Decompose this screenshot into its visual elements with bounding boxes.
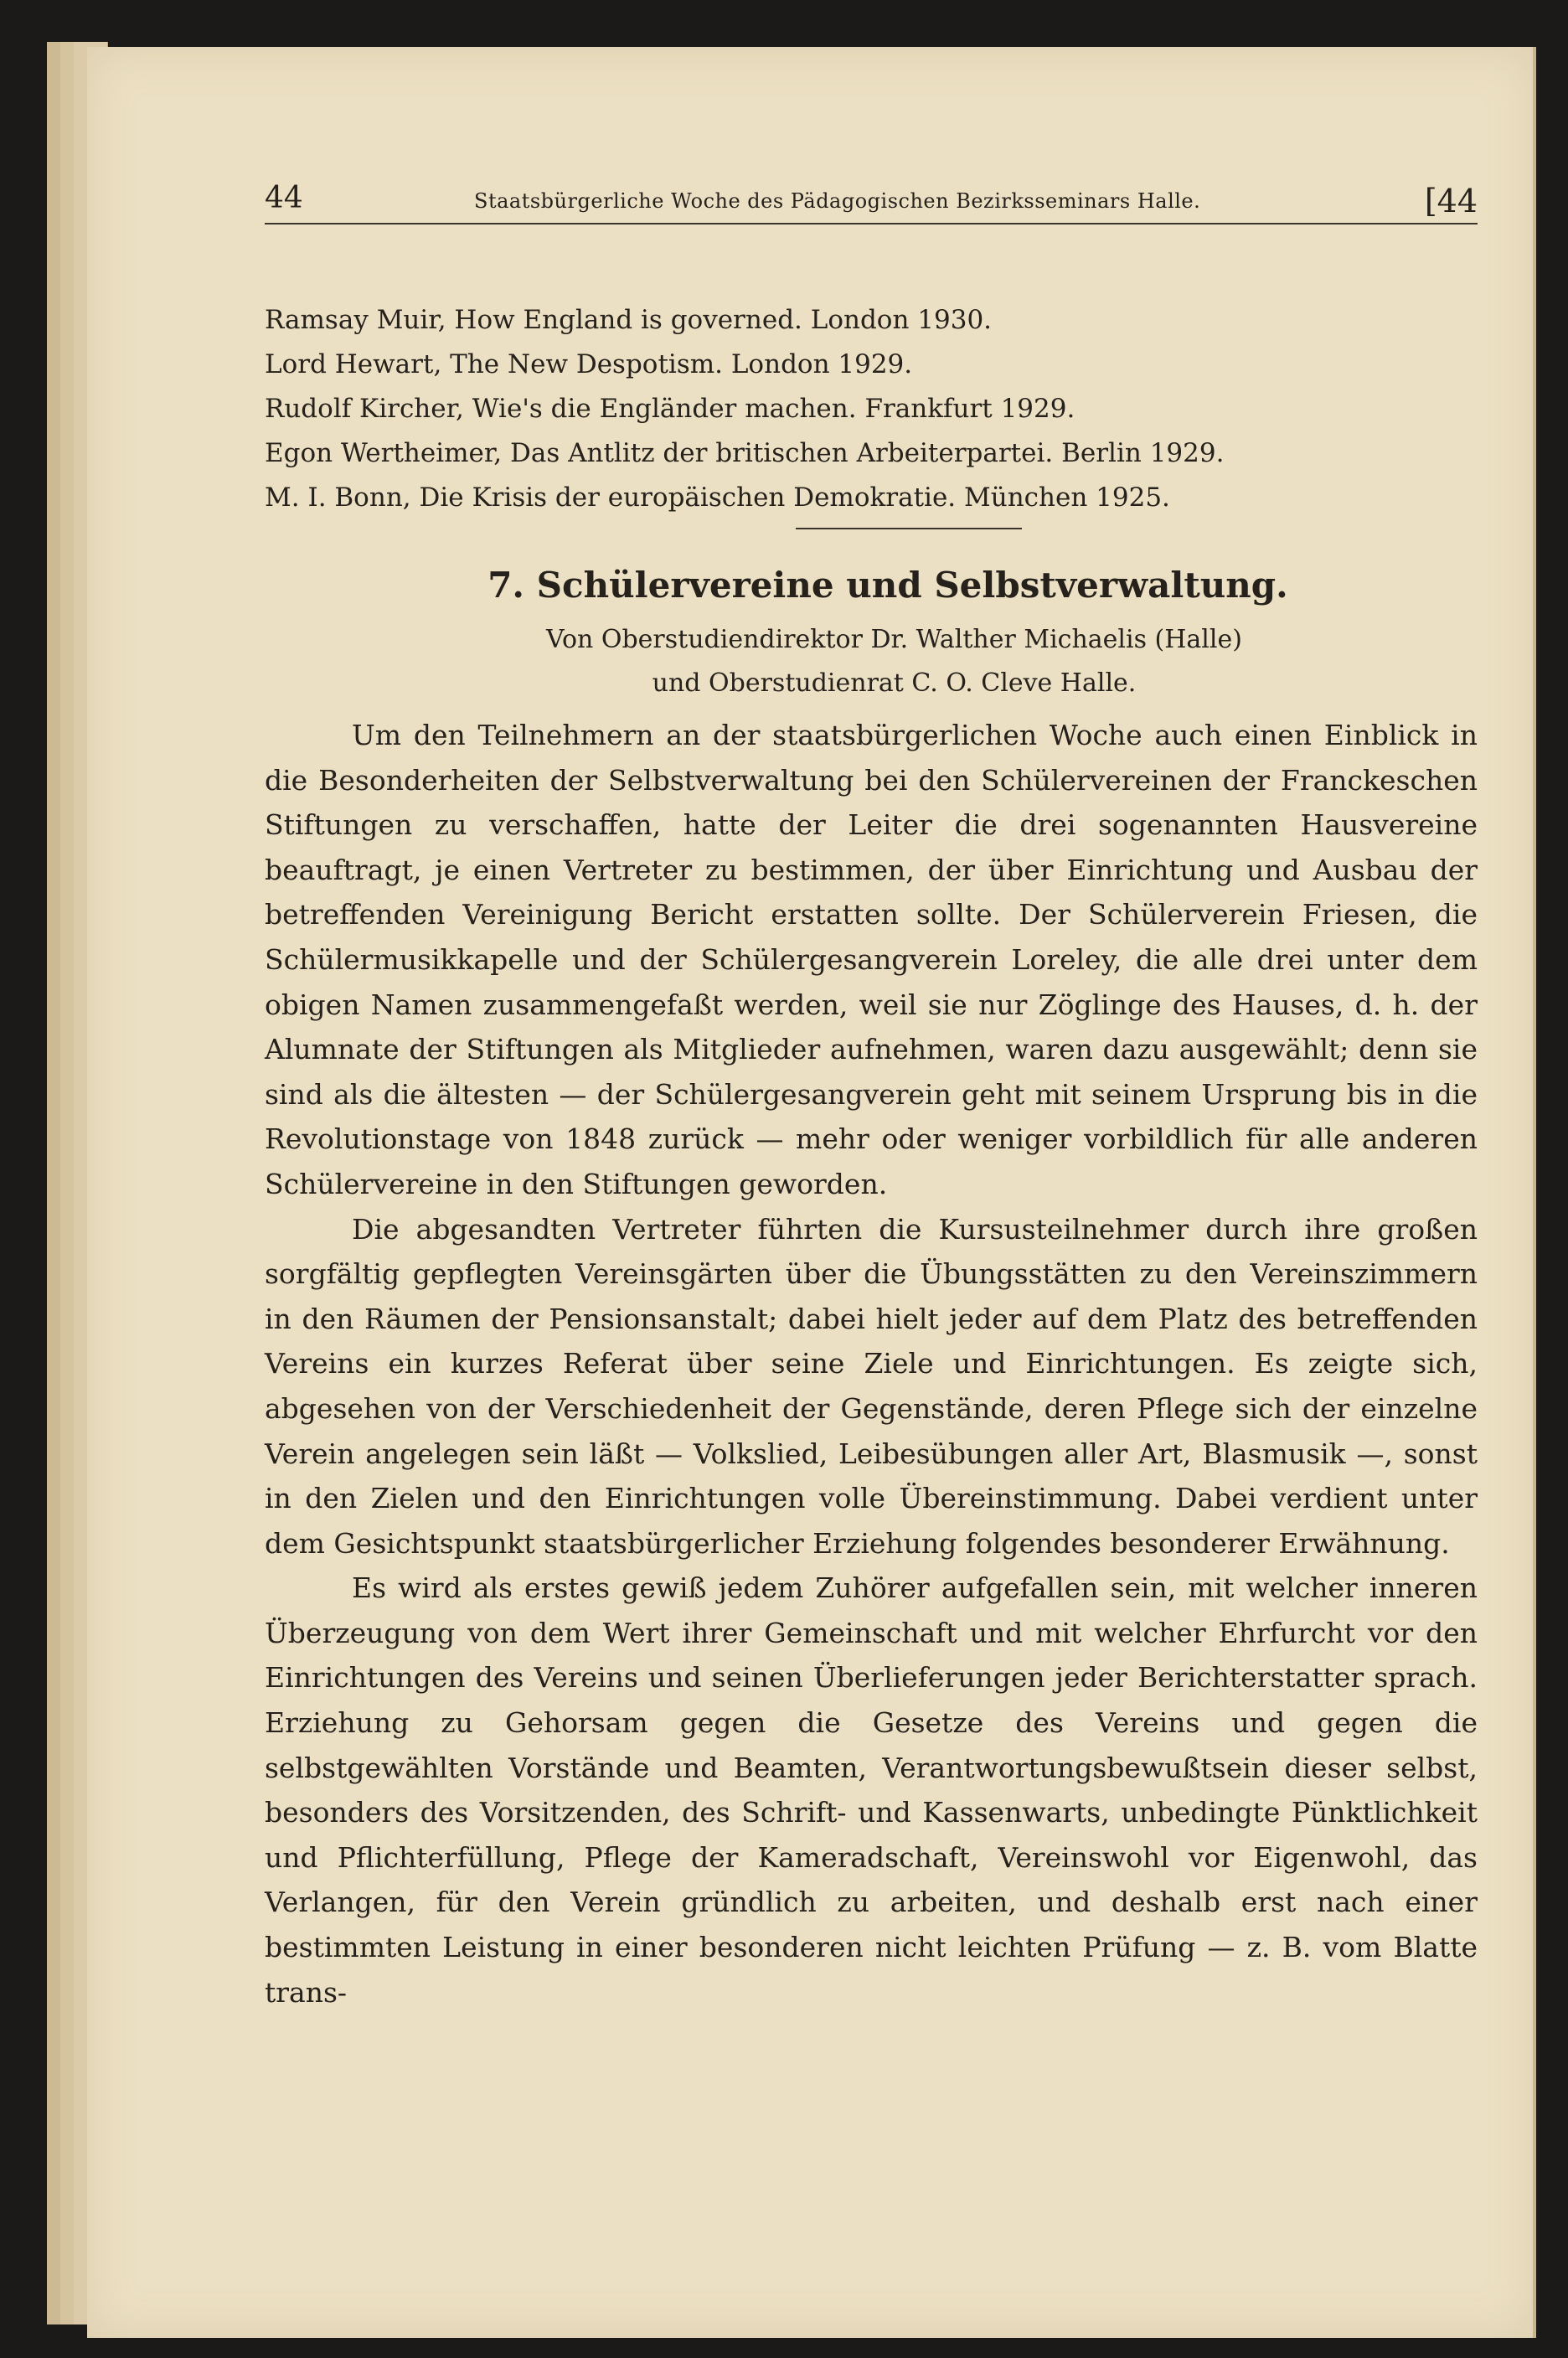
page-number-left: 44: [265, 181, 303, 215]
running-title: Staatsbürgerliche Woche des Pädagogischen Bezirksseminars Halle.: [474, 189, 1201, 213]
paragraph: Um den Teilnehmern an der staatsbürgerlichen Woche auch einen Einblick in die Besonderheiten der Selbstverwaltung bei den Schülervereinen der Franckeschen Stiftungen zu verschaffen, hatte der Leiter die drei sogenannten Hausvereine beauftragt, je einen Vertreter zu bestimmen, der über Einrichtung und Ausbau der betreffenden Vereinigung Bericht erstatten sollte. Der Schülerverein Friesen, die Schülermusikkapelle und der Schülergesangverein Loreley, die alle drei unter dem obigen Namen zusammengefaßt werden, weil sie nur Zöglinge des Hauses, d. h. der Alumnate der Stiftungen als Mitglieder aufnehmen, waren dazu ausgewählt; denn sie sind als die ältesten — der Schülergesangverein geht mit seinem Ursprung bis in die Revolutionstage von 1848 zurück — mehr oder weniger vorbildlich für alle anderen Schülervereine in den Stiftungen geworden.: [265, 719, 1478, 1200]
bibliography-entry: Egon Wertheimer, Das Antlitz der britischen Arbeiterpartei. Berlin 1929.: [265, 438, 1225, 468]
bibliography-entry: Lord Hewart, The New Despotism. London 1929.: [265, 349, 913, 379]
page-number-right: [44: [1424, 183, 1478, 219]
byline-authors-continued: und Oberstudienrat C. O. Cleve Halle.: [652, 668, 1137, 698]
bibliography-list: [265, 298, 1478, 520]
section-title: 7. Schülervereine und Selbstverwaltung.: [487, 565, 1288, 606]
paragraph: Die abgesandten Vertreter führten die Kursusteilnehmer durch ihre großen sorgfältig gepflegten Vereinsgärten über die Übungsstätten zu den Vereinszimmern in den Räumen der Pensionsanstalt; dabei hielt jeder auf dem Platz des betreffenden Vereins ein kurzes Referat über seine Ziele und Einrichtungen. Es zeigte sich, abgesehen von der Verschiedenheit der Gegenstände, deren Pflege sich der einzelne Verein angelegen sein läßt — Volkslied, Leibesübungen aller Art, Blasmusik —, sonst in den Zielen und den Einrichtungen volle Übereinstimmung. Dabei verdient unter dem Gesichtspunkt staatsbürgerlicher Erziehung folgendes besonderer Erwähnung.: [265, 1212, 1478, 1560]
body-text: [265, 713, 1478, 2015]
byline-authors: Von Oberstudiendirektor Dr. Walther Michaelis (Halle): [546, 625, 1242, 654]
bibliography-entry: Ramsay Muir, How England is governed. London 1930.: [265, 305, 993, 335]
running-header: [265, 173, 1478, 224]
bibliography-entry: Rudolf Kircher, Wie's die Engländer machen. Frankfurt 1929.: [265, 394, 1075, 424]
page-edge-right: [1533, 47, 1536, 2338]
section-separator: [796, 528, 1022, 529]
paragraph: Es wird als erstes gewiß jedem Zuhörer aufgefallen sein, mit welcher inneren Überzeugung von dem Wert ihrer Gemeinschaft und mit welcher Ehrfurcht vor den Einrichtungen des Vereins und seinen Überlieferungen jeder Berichterstatter sprach. Erziehung zu Gehorsam gegen die Gesetze des Vereins und gegen die selbstgewählten Vorstände und Beamten, Verantwortungsbewußtsein dieser selbst, besonders des Vorsitzenden, des Schrift- und Kassenwarts, unbedingte Pünktlichkeit und Pflichterfüllung, Pflege der Kameradschaft, Vereinswohl vor Eigenwohl, das Verlangen, für den Verein gründlich zu arbeiten, und deshalb erst nach einer bestimmten Leistung in einer besonderen nicht leichten Prüfung — z. B. vom Blatte trans-: [265, 1571, 1478, 2009]
bibliography-entry: M. I. Bonn, Die Krisis der europäischen Demokratie. München 1925.: [265, 482, 1170, 513]
book-page: [87, 47, 1536, 2338]
